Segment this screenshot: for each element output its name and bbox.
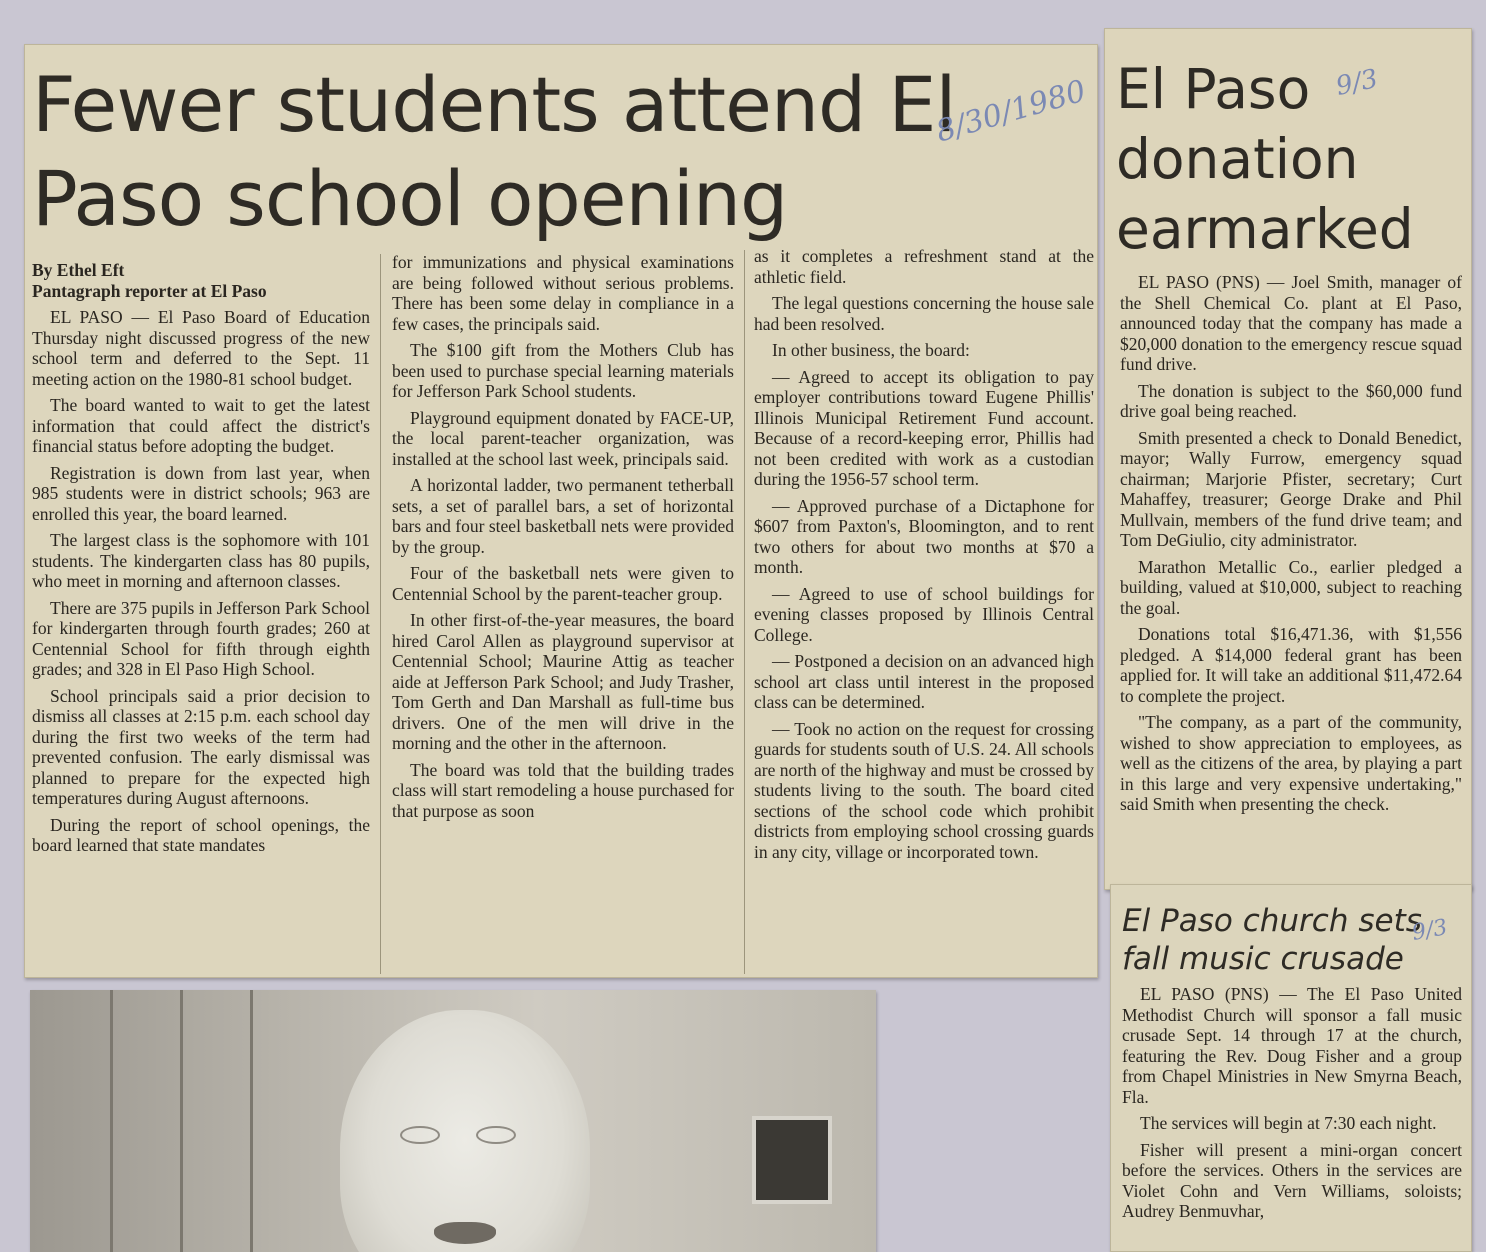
paragraph: Marathon Metallic Co., earlier pledged a building, valued at $10,000, subject to reaching the goal. <box>1120 556 1462 618</box>
main-article-clipping <box>24 44 1098 978</box>
church-headline: El Paso church sets fall music crusade <box>1122 903 1422 977</box>
donation-headline: El Paso donation earmarked <box>1116 57 1414 261</box>
paragraph: — Agreed to accept its obligation to pay employer contributions toward Eugene Phillis' Illinois Municipal Retirement Fund account. Because of a record-keeping error, Phillis had not been credited with work as a custodian during the 1956-57 school term. <box>754 366 1094 489</box>
paragraph: Registration is down from last year, when 985 students were in district schools; 963 are enrolled this year, the board learned. <box>32 462 370 524</box>
byline-role: Pantagraph reporter at El Paso <box>32 280 267 301</box>
photo-eyeglass <box>476 1126 516 1144</box>
article-column-2 <box>392 252 734 827</box>
paragraph: Four of the basketball nets were given to Centennial School by the parent-teacher group. <box>392 563 734 604</box>
photo-detail <box>110 990 113 1252</box>
paragraph: During the report of school openings, the board learned that state mandates <box>32 814 370 855</box>
paragraph: The largest class is the sophomore with 101 students. The kindergarten class has 80 pupils, who meet in morning and afternoon classes. <box>32 530 370 591</box>
paragraph: The services will begin at 7:30 each night. <box>1140 1113 1437 1133</box>
byline-author: By Ethel Eft <box>32 260 125 280</box>
photo-person-mouth <box>434 1222 496 1244</box>
portrait-photo <box>30 990 876 1252</box>
paragraph: In other business, the board: <box>772 340 970 360</box>
photo-detail <box>180 990 183 1252</box>
handwritten-date: 9/3 <box>1410 915 1450 946</box>
paragraph: EL PASO (PNS) — Joel Smith, manager of the Shell Chemical Co. plant at El Paso, announced today that the company has made a $20,000 donation to the emergency rescue squad fund drive. <box>1120 272 1462 374</box>
column-divider <box>744 250 745 974</box>
paragraph: EL PASO — El Paso Board of Education Thursday night discussed progress of the new school term and deferred to the Sept. 11 meeting action on the 1980-81 school budget. <box>32 307 370 389</box>
paragraph: The legal questions concerning the house sale had been resolved. <box>754 293 1094 334</box>
paragraph: — Postponed a decision on an advanced high school art class until interest in the proposed class can be determined. <box>754 651 1094 712</box>
paragraph: — Took no action on the request for crossing guards for students south of U.S. 24. All schools are north of the highway and must be crossed by students living to the south. The board cited sections of the school code which prohibit districts from employing school crossing guards in any city, village or incorporated town. <box>754 718 1094 862</box>
donation-article-clipping <box>1104 28 1472 890</box>
church-article-clipping <box>1110 884 1472 1252</box>
paragraph: School principals said a prior decision to dismiss all classes at 2:15 p.m. each school day during the first two weeks of the term had prevented confusion. The early dismissal was planned to prepare for the expected high temperatures during August afternoons. <box>32 685 370 808</box>
paragraph: Playground equipment donated by FACE-UP, the local parent-teacher organization, was installed at the school last week, principals said. <box>392 407 734 469</box>
photo-window-frame <box>752 1116 832 1204</box>
article-column-3 <box>754 246 1094 868</box>
paragraph: — Agreed to use of school buildings for evening classes proposed by Illinois Central College. <box>754 583 1094 645</box>
handwritten-date: 9/3 <box>1333 63 1381 103</box>
handwritten-date: 8/30/1980 <box>932 73 1090 150</box>
paragraph: Donations total $16,471.36, with $1,556 pledged. A $14,000 federal grant has been applied for. It will take an additional $11,472.64 to complete the project. <box>1120 624 1462 706</box>
paragraph: Smith presented a check to Donald Benedict, mayor; Wally Furrow, emergency squad chairman; Marjorie Pfister, secretary; Curt Mahaffey, treasurer; George Drake and Phil Mullvain, members of the fund drive team; and Tom DeGiulio, city administrator. <box>1120 427 1462 550</box>
donation-article-body <box>1120 272 1462 821</box>
article-column-1 <box>32 260 370 862</box>
paragraph: as it completes a refreshment stand at the athletic field. <box>754 246 1094 287</box>
church-article-body <box>1122 984 1462 1228</box>
paragraph: The $100 gift from the Mothers Club has been used to purchase special learning materials for Jefferson Park School students. <box>392 340 734 401</box>
paragraph: The board was told that the building trades class will start remodeling a house purchased for that purpose as soon <box>392 759 734 821</box>
paragraph: — Approved purchase of a Dictaphone for $607 from Paxton's, Bloomington, and to rent two others for about two months at $70 a month. <box>754 495 1094 577</box>
paragraph: The board wanted to wait to get the latest information that could affect the district's financial status before adopting the budget. <box>32 395 370 456</box>
paragraph: A horizontal ladder, two permanent tetherball sets, a set of parallel bars, a set of horizontal bars and four steel basketball nets were provided by the group. <box>392 475 734 557</box>
paragraph: In other first-of-the-year measures, the board hired Carol Allen as playground supervisor at Centennial School; Maurine Attig as teacher aide at Jefferson Park School; and Judy Trasher, Tom Gerth and Dan Marshall as full-time bus drivers. One of the men will drive in the morning and the other in the afternoon. <box>392 610 734 753</box>
paragraph: for immunizations and physical examinations are being followed without serious problems. There has been some delay in compliance in a few cases, the principals said. <box>392 252 734 334</box>
paragraph: There are 375 pupils in Jefferson Park School for kindergarten through fourth grades; 260 at Centennial School for fifth through eighth grades; and 328 in El Paso High School. <box>32 597 370 679</box>
photo-detail <box>250 990 253 1252</box>
photo-eyeglass <box>400 1126 440 1144</box>
column-divider <box>380 254 381 974</box>
main-headline: Fewer students attend El Paso school opening <box>32 60 956 243</box>
paragraph: EL PASO (PNS) — The El Paso United Methodist Church will sponsor a fall music crusade Sept. 14 through 17 at the church, featuring the Rev. Doug Fisher and a group from Chapel Ministries in New Smyrna Beach, Fla. <box>1122 984 1462 1107</box>
paragraph: The donation is subject to the $60,000 fund drive goal being reached. <box>1120 380 1462 421</box>
paragraph: "The company, as a part of the community, wished to show appreciation to employees, as well as the citizens of the area, by playing a part in this large and very expensive undertaking," said Smith when presenting the check. <box>1120 712 1462 814</box>
paragraph: Fisher will present a mini-organ concert before the services. Others in the services are Violet Cohn and Vern Williams, soloists; Audrey Benmuvhar, <box>1122 1139 1462 1221</box>
